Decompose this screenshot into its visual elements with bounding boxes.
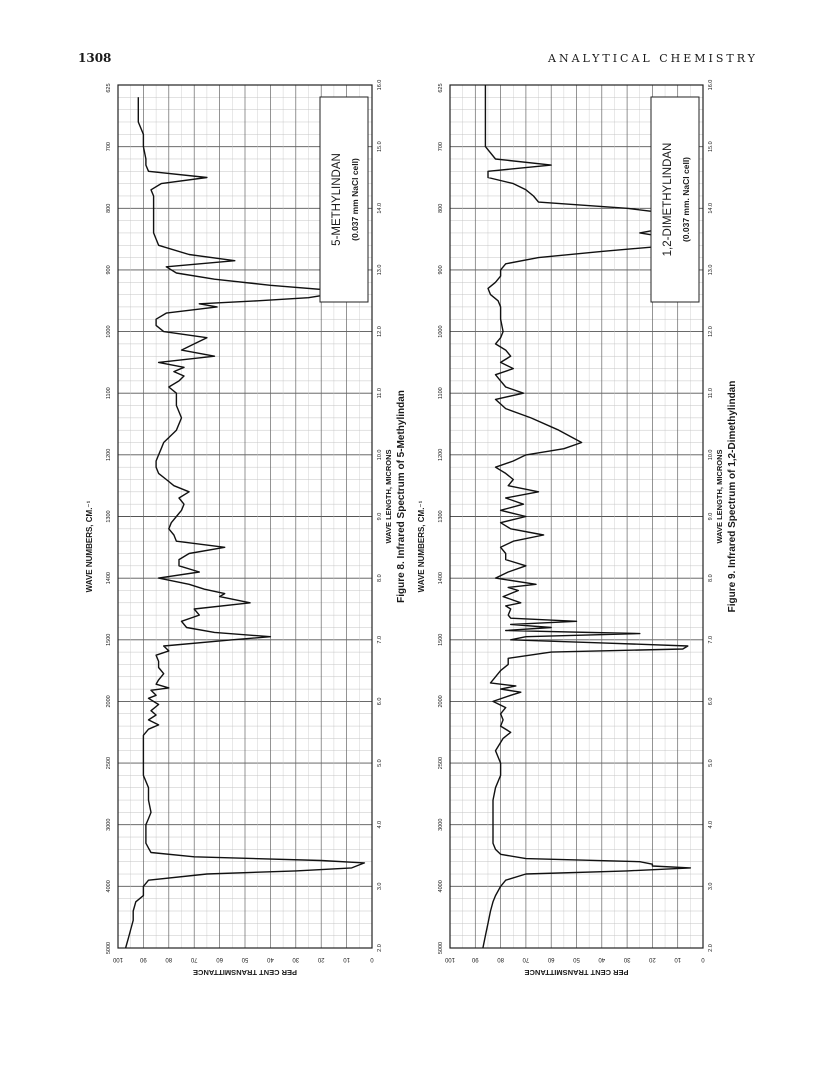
- wavelength-axis-title: WAVE LENGTH, MICRONS: [384, 449, 393, 544]
- tick-label-wavenumber: 2500: [438, 756, 444, 770]
- tick-label-microns: 14.0: [377, 202, 383, 214]
- tick-label-wavenumber: 1300: [106, 510, 112, 523]
- tick-label-wavenumber: 2500: [106, 756, 112, 770]
- tick-label-transmittance: 10: [674, 956, 682, 962]
- tick-label-microns: 2.0: [377, 944, 383, 952]
- sample-name: 5-METHYLINDAN: [331, 153, 343, 246]
- tick-label-wavenumber: 700: [106, 142, 112, 152]
- figure-label: Figure 9.: [727, 567, 738, 613]
- tick-label-microns: 3.0: [377, 882, 383, 891]
- tick-label-microns: 10.0: [708, 449, 714, 461]
- tick-label-wavenumber: 5000: [438, 941, 444, 955]
- tick-label-microns: 8.0: [377, 574, 383, 582]
- tick-label-microns: 11.0: [708, 388, 714, 399]
- tick-label-wavenumber: 4000: [106, 880, 112, 893]
- tick-label-transmittance: 100: [444, 956, 456, 962]
- tick-label-microns: 10.0: [377, 449, 383, 461]
- figure-title: Infrared Spectrum of 1,2-Dimethylindan: [727, 380, 738, 568]
- tick-label-wavenumber: 800: [106, 203, 112, 213]
- figure-title: Infrared Spectrum of 5-Methylindan: [396, 390, 407, 559]
- tick-label-wavenumber: 1200: [438, 448, 444, 461]
- tick-label-microns: 5.0: [708, 759, 714, 767]
- tick-label-microns: 12.0: [708, 326, 714, 337]
- tick-label-microns: 4.0: [708, 820, 714, 829]
- tick-label-wavenumber: 1000: [106, 325, 112, 338]
- tick-label-transmittance: 10: [343, 956, 350, 962]
- tick-label-wavenumber: 625: [438, 83, 444, 93]
- tick-label-microns: 7.0: [377, 635, 383, 644]
- tick-label-microns: 9.0: [377, 512, 383, 521]
- tick-label-microns: 8.0: [708, 574, 714, 582]
- tick-label-microns: 14.0: [708, 202, 714, 214]
- tick-label-transmittance: 90: [471, 956, 479, 962]
- tick-label-microns: 4.0: [377, 820, 383, 829]
- sample-label-box: [320, 97, 368, 302]
- wavenumber-axis-title: WAVE NUMBERS, CM.⁻¹: [85, 500, 94, 593]
- tick-label-wavenumber: 1500: [106, 633, 112, 646]
- tick-label-microns: 13.0: [377, 264, 383, 276]
- tick-label-microns: 16.0: [377, 79, 383, 91]
- chart-figure-8: [85, 80, 407, 977]
- tick-label-transmittance: 30: [292, 956, 300, 962]
- tick-label-wavenumber: 3000: [438, 818, 444, 831]
- tick-label-microns: 6.0: [708, 697, 714, 706]
- tick-label-transmittance: 90: [140, 956, 147, 962]
- tick-label-microns: 7.0: [708, 635, 714, 644]
- tick-label-wavenumber: 1200: [106, 448, 112, 461]
- tick-label-microns: 3.0: [708, 882, 714, 891]
- tick-label-transmittance: 60: [216, 956, 223, 962]
- tick-label-microns: 9.0: [708, 512, 714, 521]
- tick-label-transmittance: 30: [623, 956, 631, 962]
- tick-label-transmittance: 20: [317, 956, 325, 962]
- wavelength-axis-title: WAVE LENGTH, MICRONS: [715, 449, 724, 544]
- tick-label-microns: 15.0: [708, 141, 714, 153]
- tick-label-microns: 12.0: [377, 326, 383, 337]
- tick-label-wavenumber: 1300: [438, 510, 444, 523]
- journal-title: ANALYTICAL CHEMISTRY: [548, 52, 758, 65]
- tick-label-wavenumber: 5000: [106, 941, 112, 955]
- tick-label-transmittance: 80: [497, 956, 504, 962]
- figure-caption: [727, 381, 738, 613]
- tick-label-microns: 15.0: [377, 141, 383, 153]
- y-axis-title: PER CENT TRANSMITTANCE: [192, 968, 298, 977]
- tick-label-wavenumber: 1000: [438, 325, 444, 338]
- tick-label-transmittance: 20: [649, 956, 656, 962]
- tick-label-wavenumber: 2000: [106, 695, 112, 708]
- y-axis-title: PER CENT TRANSMITTANCE: [524, 968, 629, 977]
- tick-label-wavenumber: 700: [438, 142, 444, 152]
- tick-label-transmittance: 0: [370, 956, 374, 962]
- figure-label: Figure 8.: [396, 558, 407, 603]
- tick-label-transmittance: 0: [701, 956, 705, 962]
- wavenumber-axis-title: WAVE NUMBERS, CM.⁻¹: [417, 500, 426, 593]
- tick-label-microns: 13.0: [708, 264, 714, 276]
- tick-label-microns: 11.0: [377, 388, 383, 399]
- tick-label-transmittance: 70: [190, 956, 198, 962]
- sample-name: 1,2-DIMETHYLINDAN: [662, 142, 674, 257]
- tick-label-microns: 5.0: [377, 759, 383, 767]
- tick-label-wavenumber: 1500: [438, 633, 444, 646]
- tick-label-microns: 6.0: [377, 697, 383, 706]
- tick-label-wavenumber: 2000: [438, 695, 444, 708]
- tick-label-transmittance: 70: [522, 956, 530, 962]
- tick-label-transmittance: 100: [112, 956, 124, 962]
- tick-label-wavenumber: 900: [106, 265, 112, 275]
- tick-label-wavenumber: 900: [438, 265, 444, 275]
- tick-label-transmittance: 40: [267, 956, 274, 962]
- tick-label-wavenumber: 1400: [438, 572, 444, 585]
- tick-label-transmittance: 60: [547, 956, 555, 962]
- tick-label-wavenumber: 1400: [106, 572, 112, 585]
- cell-description: (0.037 mm NaCl cell): [350, 158, 360, 241]
- tick-label-wavenumber: 800: [438, 203, 444, 213]
- tick-label-transmittance: 80: [165, 956, 173, 962]
- tick-label-transmittance: 50: [573, 956, 580, 962]
- tick-label-wavenumber: 1100: [106, 387, 112, 400]
- tick-label-transmittance: 40: [598, 956, 606, 962]
- figure-caption: [396, 390, 407, 603]
- tick-label-microns: 2.0: [708, 944, 714, 952]
- tick-label-wavenumber: 4000: [438, 880, 444, 893]
- tick-label-microns: 16.0: [708, 79, 714, 91]
- sample-label-box: [651, 97, 699, 302]
- cell-description: (0.037 mm. NaCl cell): [681, 156, 691, 243]
- page-number: 1308: [78, 51, 112, 65]
- chart-figure-9: [417, 80, 738, 977]
- tick-label-wavenumber: 1100: [438, 387, 444, 400]
- tick-label-wavenumber: 625: [106, 83, 112, 93]
- tick-label-transmittance: 50: [241, 956, 249, 962]
- tick-label-wavenumber: 3000: [106, 818, 112, 831]
